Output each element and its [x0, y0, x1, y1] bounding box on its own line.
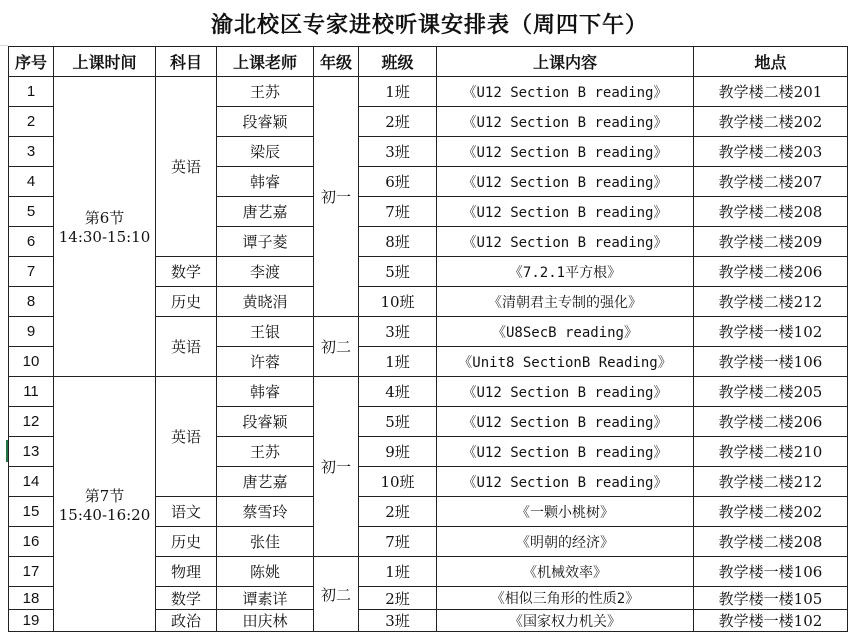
teacher-cell[interactable]: 黄晓涓 [217, 287, 314, 317]
class-cell[interactable]: 8班 [359, 227, 437, 257]
row-index-cell[interactable]: 12 [9, 407, 54, 437]
class-cell[interactable]: 2班 [359, 107, 437, 137]
teacher-cell[interactable]: 张佳 [217, 527, 314, 557]
class-cell[interactable]: 2班 [359, 497, 437, 527]
row-index-cell[interactable]: 5 [9, 197, 54, 227]
class-cell[interactable]: 10班 [359, 467, 437, 497]
header-cell-grade[interactable]: 年级 [314, 47, 359, 77]
subject-cell[interactable]: 物理 [156, 557, 217, 587]
content-cell[interactable]: 《U12 Section B reading》 [437, 377, 694, 407]
location-cell[interactable]: 教学楼二楼208 [694, 527, 848, 557]
period-time: 14:30-15:10 [58, 228, 151, 246]
subject-cell[interactable]: 政治 [156, 610, 217, 632]
subject-cell[interactable]: 历史 [156, 287, 217, 317]
period-cell[interactable] [54, 377, 156, 632]
class-cell[interactable]: 5班 [359, 407, 437, 437]
header-cell-subject[interactable]: 科目 [156, 47, 217, 77]
content-cell[interactable]: 《国家权力机关》 [437, 610, 694, 632]
class-cell[interactable]: 1班 [359, 557, 437, 587]
row-index-cell[interactable]: 3 [9, 137, 54, 167]
teacher-cell[interactable]: 唐艺嘉 [217, 467, 314, 497]
location-cell[interactable]: 教学楼二楼201 [694, 77, 848, 107]
header-cell-content[interactable]: 上课内容 [437, 47, 694, 77]
teacher-cell[interactable]: 王苏 [217, 77, 314, 107]
teacher-cell[interactable]: 王苏 [217, 437, 314, 467]
subject-cell[interactable]: 历史 [156, 527, 217, 557]
subject-cell[interactable]: 英语 [156, 317, 217, 377]
subject-cell[interactable]: 数学 [156, 257, 217, 287]
subject-cell[interactable]: 英语 [156, 77, 217, 257]
content-cell[interactable]: 《U12 Section B reading》 [437, 227, 694, 257]
header-cell-teacher[interactable]: 上课老师 [217, 47, 314, 77]
content-cell[interactable]: 《U12 Section B reading》 [437, 167, 694, 197]
location-cell[interactable]: 教学楼一楼106 [694, 557, 848, 587]
row-index-cell[interactable]: 16 [9, 527, 54, 557]
location-cell[interactable]: 教学楼一楼105 [694, 587, 848, 610]
subject-cell[interactable]: 英语 [156, 377, 217, 497]
teacher-cell[interactable]: 段睿颖 [217, 107, 314, 137]
class-cell[interactable]: 7班 [359, 527, 437, 557]
row-index-cell[interactable]: 17 [9, 557, 54, 587]
class-cell[interactable]: 1班 [359, 77, 437, 107]
content-cell[interactable]: 《机械效率》 [437, 557, 694, 587]
class-cell[interactable]: 7班 [359, 197, 437, 227]
teacher-cell[interactable]: 韩睿 [217, 167, 314, 197]
class-cell[interactable]: 5班 [359, 257, 437, 287]
class-cell[interactable]: 1班 [359, 347, 437, 377]
grade-cell[interactable]: 初二 [314, 317, 359, 377]
location-cell[interactable]: 教学楼二楼212 [694, 287, 848, 317]
content-cell[interactable]: 《U12 Section B reading》 [437, 437, 694, 467]
location-cell[interactable]: 教学楼二楼202 [694, 497, 848, 527]
teacher-cell[interactable]: 李渡 [217, 257, 314, 287]
row-index-cell[interactable]: 18 [9, 587, 54, 610]
content-cell[interactable]: 《一颗小桃树》 [437, 497, 694, 527]
content-cell[interactable]: 《相似三角形的性质2》 [437, 587, 694, 610]
grade-cell[interactable]: 初一 [314, 377, 359, 557]
subject-cell[interactable]: 语文 [156, 497, 217, 527]
class-cell[interactable]: 2班 [359, 587, 437, 610]
content-cell[interactable]: 《U12 Section B reading》 [437, 467, 694, 497]
content-cell[interactable]: 《明朝的经济》 [437, 527, 694, 557]
row-index-cell[interactable]: 10 [9, 347, 54, 377]
class-cell[interactable]: 3班 [359, 317, 437, 347]
location-cell[interactable]: 教学楼二楼202 [694, 107, 848, 137]
row-index-cell[interactable]: 9 [9, 317, 54, 347]
table-row [9, 377, 848, 407]
teacher-cell[interactable]: 谭子菱 [217, 227, 314, 257]
header-cell-time[interactable]: 上课时间 [54, 47, 156, 77]
location-cell[interactable]: 教学楼二楼209 [694, 227, 848, 257]
row-index-cell[interactable]: 14 [9, 467, 54, 497]
row-index-cell[interactable]: 8 [9, 287, 54, 317]
teacher-cell[interactable]: 段睿颖 [217, 407, 314, 437]
row-index-cell[interactable]: 1 [9, 77, 54, 107]
class-cell[interactable]: 6班 [359, 167, 437, 197]
content-cell[interactable]: 《U12 Section B reading》 [437, 407, 694, 437]
location-cell[interactable]: 教学楼一楼102 [694, 610, 848, 632]
period-cell[interactable] [54, 77, 156, 377]
teacher-cell[interactable]: 谭素详 [217, 587, 314, 610]
row-index-cell[interactable]: 19 [9, 610, 54, 632]
row-index-cell[interactable]: 6 [9, 227, 54, 257]
content-cell[interactable]: 《U8SecB reading》 [437, 317, 694, 347]
period-label: 第6节 [84, 209, 125, 227]
location-cell[interactable]: 教学楼二楼205 [694, 377, 848, 407]
content-cell[interactable]: 《7.2.1平方根》 [437, 257, 694, 287]
content-cell[interactable]: 《Unit8 SectionB Reading》 [437, 347, 694, 377]
schedule-table [8, 46, 848, 632]
location-cell[interactable]: 教学楼二楼208 [694, 197, 848, 227]
period-time: 15:40-16:20 [58, 505, 151, 524]
teacher-cell[interactable]: 蔡雪玲 [217, 497, 314, 527]
sheet-title[interactable]: 渝北校区专家进校听课安排表（周四下午） [210, 11, 648, 38]
header-cell-class[interactable]: 班级 [359, 47, 437, 77]
content-cell[interactable]: 《U12 Section B reading》 [437, 107, 694, 137]
grade-cell[interactable]: 初一 [314, 77, 359, 317]
teacher-cell[interactable]: 王银 [217, 317, 314, 347]
teacher-cell[interactable]: 唐艺嘉 [217, 197, 314, 227]
header-cell-index[interactable]: 序号 [9, 47, 54, 77]
class-cell[interactable]: 3班 [359, 137, 437, 167]
row-index-cell[interactable]: 2 [9, 107, 54, 137]
row-index-cell[interactable]: 13 [9, 437, 54, 467]
content-cell[interactable]: 《U12 Section B reading》 [437, 197, 694, 227]
subject-cell[interactable]: 数学 [156, 587, 217, 610]
location-cell[interactable]: 教学楼一楼106 [694, 347, 848, 377]
row-index-cell[interactable]: 15 [9, 497, 54, 527]
location-cell[interactable]: 教学楼二楼206 [694, 257, 848, 287]
location-cell[interactable]: 教学楼一楼102 [694, 317, 848, 347]
period-label: 第7节 [84, 486, 125, 505]
location-cell[interactable]: 教学楼二楼203 [694, 137, 848, 167]
row-index-cell[interactable]: 11 [9, 377, 54, 407]
teacher-cell[interactable]: 许蓉 [217, 347, 314, 377]
teacher-cell[interactable]: 陈姚 [217, 557, 314, 587]
content-cell[interactable]: 《U12 Section B reading》 [437, 77, 694, 107]
grade-cell[interactable]: 初二 [314, 557, 359, 632]
class-cell[interactable]: 3班 [359, 610, 437, 632]
teacher-cell[interactable]: 韩睿 [217, 377, 314, 407]
header-cell-location[interactable]: 地点 [694, 47, 848, 77]
location-cell[interactable]: 教学楼二楼206 [694, 407, 848, 437]
content-cell[interactable]: 《清朝君主专制的强化》 [437, 287, 694, 317]
location-cell[interactable]: 教学楼二楼207 [694, 167, 848, 197]
row-index-cell[interactable]: 7 [9, 257, 54, 287]
location-cell[interactable]: 教学楼二楼210 [694, 437, 848, 467]
location-cell[interactable]: 教学楼二楼212 [694, 467, 848, 497]
class-cell[interactable]: 9班 [359, 437, 437, 467]
teacher-cell[interactable]: 田庆林 [217, 610, 314, 632]
class-cell[interactable]: 4班 [359, 377, 437, 407]
content-cell[interactable]: 《U12 Section B reading》 [437, 137, 694, 167]
teacher-cell[interactable]: 梁辰 [217, 137, 314, 167]
class-cell[interactable]: 10班 [359, 287, 437, 317]
row-index-cell[interactable]: 4 [9, 167, 54, 197]
table-row [9, 77, 848, 107]
header-row [9, 47, 848, 77]
